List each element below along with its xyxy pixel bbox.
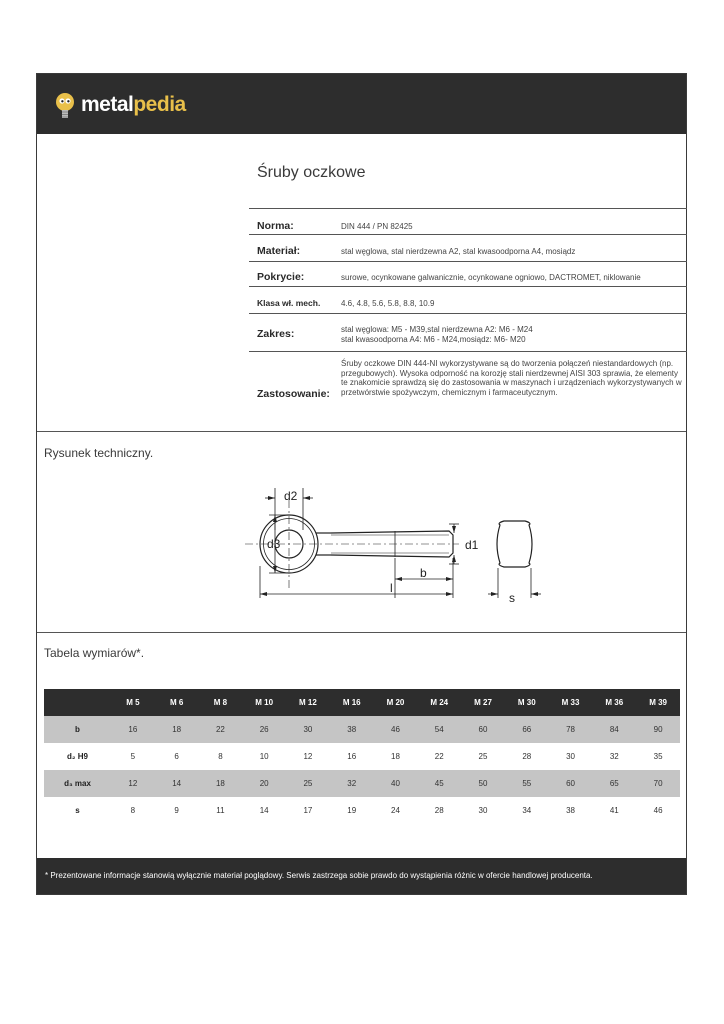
table-cell: 18 <box>155 716 199 743</box>
section-divider <box>37 431 686 432</box>
table-cell: 16 <box>330 743 374 770</box>
col-header: M 16 <box>330 689 374 716</box>
col-header: M 24 <box>417 689 461 716</box>
table-cell: 38 <box>549 797 593 824</box>
datasheet <box>36 73 687 895</box>
table-row <box>44 797 680 824</box>
col-header: M 36 <box>592 689 636 716</box>
spec-row-zakres <box>249 313 687 351</box>
spec-value: DIN 444 / PN 82425 <box>341 222 413 231</box>
col-header: M 10 <box>242 689 286 716</box>
row-label: d₂ H9 <box>44 743 111 770</box>
table-cell: 25 <box>461 743 505 770</box>
table-cell: 30 <box>286 716 330 743</box>
table-cell: 10 <box>242 743 286 770</box>
table-cell: 34 <box>505 797 549 824</box>
table-cell: 38 <box>330 716 374 743</box>
col-header: M 6 <box>155 689 199 716</box>
table-cell: 32 <box>330 770 374 797</box>
col-header: M 30 <box>505 689 549 716</box>
col-header: M 27 <box>461 689 505 716</box>
logo-text-pedia: pedia <box>133 93 186 116</box>
table-cell: 41 <box>592 797 636 824</box>
spec-label: Zastosowanie: <box>257 388 330 400</box>
logo-text-metal: metal <box>81 93 134 116</box>
table-cell: 46 <box>374 716 418 743</box>
spec-value: 4.6, 4.8, 5.6, 5.8, 8.8, 10.9 <box>341 299 435 308</box>
col-header: M 20 <box>374 689 418 716</box>
table-corner <box>44 689 111 716</box>
spec-table <box>249 208 687 412</box>
table-cell: 18 <box>199 770 243 797</box>
table-cell: 8 <box>199 743 243 770</box>
table-row <box>44 743 680 770</box>
table-cell: 55 <box>505 770 549 797</box>
label-b: b <box>420 566 427 580</box>
table-cell: 20 <box>242 770 286 797</box>
col-header: M 33 <box>549 689 593 716</box>
table-header-row <box>44 689 680 716</box>
table-cell: 78 <box>549 716 593 743</box>
row-label: d₃ max <box>44 770 111 797</box>
drawing-section-title: Rysunek techniczny. <box>44 446 154 460</box>
spec-label: Zakres: <box>257 328 295 340</box>
label-d2: d2 <box>284 489 298 503</box>
spec-value-2: stal kwasoodporna A4: M6 - M24,mosiądz: M6- M20 <box>341 335 526 344</box>
table-cell: 17 <box>286 797 330 824</box>
label-l: l <box>390 581 393 595</box>
table-cell: 24 <box>374 797 418 824</box>
table-cell: 18 <box>374 743 418 770</box>
col-header: M 39 <box>636 689 680 716</box>
table-row <box>44 716 680 743</box>
table-cell: 54 <box>417 716 461 743</box>
row-label: s <box>44 797 111 824</box>
table-cell: 60 <box>461 716 505 743</box>
table-cell: 16 <box>111 716 155 743</box>
col-header: M 5 <box>111 689 155 716</box>
page-title: Śruby oczkowe <box>257 164 366 181</box>
spec-row-material <box>249 234 687 261</box>
spec-value: surowe, ocynkowane galwanicznie, ocynkowane ogniowo, DACTROMET, niklowanie <box>341 273 641 282</box>
table-cell: 28 <box>505 743 549 770</box>
table-cell: 12 <box>111 770 155 797</box>
spec-value: Śruby oczkowe DIN 444-NI wykorzystywane są do tworzenia połączeń niestandardowych (np. przegubowych). Wysoka odporność na korozję stali nierdzewnej AISI 303 sprawia, że elementy te znakomicie sprawdzą się do zastosowania w maszynach i urządzeniach wykorzystywanych w przetwórstwie spożywczym, chemicznym i farmaceutycznym. <box>341 359 682 397</box>
spec-row-zastosowanie <box>249 351 687 412</box>
table-cell: 32 <box>592 743 636 770</box>
spec-label: Klasa wł. mech. <box>257 298 321 308</box>
header-bar <box>37 74 686 134</box>
label-s: s <box>509 591 515 605</box>
table-cell: 6 <box>155 743 199 770</box>
table-cell: 46 <box>636 797 680 824</box>
bolt-mascot-icon <box>53 90 79 120</box>
table-cell: 66 <box>505 716 549 743</box>
table-section-title: Tabela wymiarów*. <box>44 646 145 660</box>
spec-label: Norma: <box>257 220 294 232</box>
table-cell: 70 <box>636 770 680 797</box>
side-view <box>497 521 532 567</box>
table-cell: 84 <box>592 716 636 743</box>
row-label: b <box>44 716 111 743</box>
table-cell: 90 <box>636 716 680 743</box>
label-d3: d3 <box>267 537 281 551</box>
table-cell: 12 <box>286 743 330 770</box>
table-cell: 35 <box>636 743 680 770</box>
table-cell: 60 <box>549 770 593 797</box>
table-cell: 14 <box>242 797 286 824</box>
dimensions-table <box>44 689 680 824</box>
table-cell: 9 <box>155 797 199 824</box>
table-cell: 40 <box>374 770 418 797</box>
spec-row-pokrycie <box>249 261 687 286</box>
metalpedia-logo[interactable] <box>53 90 186 120</box>
label-d1: d1 <box>465 538 479 552</box>
table-cell: 14 <box>155 770 199 797</box>
table-cell: 65 <box>592 770 636 797</box>
table-cell: 25 <box>286 770 330 797</box>
table-cell: 45 <box>417 770 461 797</box>
spec-row-norma <box>249 208 687 234</box>
table-cell: 50 <box>461 770 505 797</box>
footer-disclaimer: * Prezentowane informacje stanowią wyłącznie materiał poglądowy. Serwis zastrzega sobie prawdo do wystąpienia różnic w ofercie handlowej producenta. <box>45 871 593 880</box>
spec-row-klasa <box>249 286 687 313</box>
col-header: M 8 <box>199 689 243 716</box>
table-cell: 5 <box>111 743 155 770</box>
table-cell: 30 <box>549 743 593 770</box>
spec-label: Materiał: <box>257 245 301 257</box>
table-cell: 22 <box>417 743 461 770</box>
table-cell: 22 <box>199 716 243 743</box>
footer-bar <box>37 858 686 894</box>
table-row <box>44 770 680 797</box>
col-header: M 12 <box>286 689 330 716</box>
section-divider <box>37 632 686 633</box>
table-cell: 11 <box>199 797 243 824</box>
logo-wordmark <box>81 93 186 117</box>
spec-value: stal węglowa, stal nierdzewna A2, stal kwasoodporna A4, mosiądz <box>341 247 576 256</box>
table-cell: 30 <box>461 797 505 824</box>
table-cell: 19 <box>330 797 374 824</box>
table-cell: 28 <box>417 797 461 824</box>
table-cell: 8 <box>111 797 155 824</box>
table-cell: 26 <box>242 716 286 743</box>
spec-value: stal węglowa: M5 - M39,stal nierdzewna A2: M6 - M24 <box>341 325 533 334</box>
technical-drawing <box>227 486 547 606</box>
spec-label: Pokrycie: <box>257 271 305 283</box>
